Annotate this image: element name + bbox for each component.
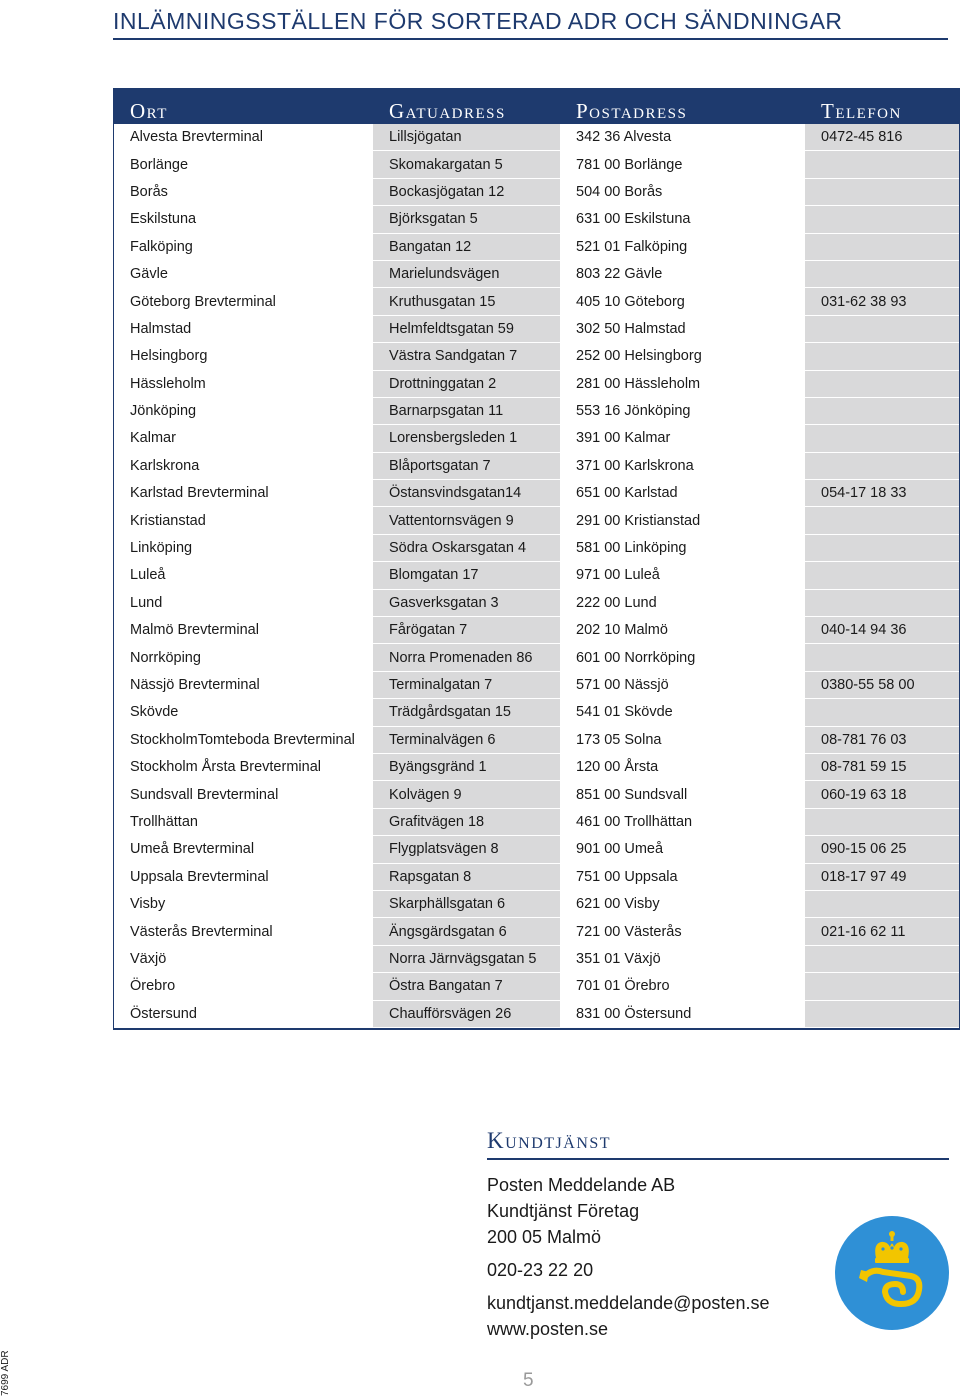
cell-ort: Västerås Brevterminal xyxy=(114,918,373,945)
cell-telefon xyxy=(805,644,959,671)
cell-gatuadress: Chaufförsvägen 26 xyxy=(373,1000,560,1027)
table-row xyxy=(114,315,959,342)
cell-gatuadress: Ängsgärdsgatan 6 xyxy=(373,918,560,945)
cell-ort: Borlänge xyxy=(114,151,373,178)
cell-postadress: 405 10 Göteborg xyxy=(560,288,805,315)
cell-gatuadress: Skarphällsgatan 6 xyxy=(373,890,560,917)
cell-postadress: 651 00 Karlstad xyxy=(560,480,805,507)
customer-service-title: Kundtjänst xyxy=(487,1128,949,1160)
postal-address: 200 05 Malmö xyxy=(487,1227,602,1247)
header-postadress: Postadress xyxy=(576,99,688,123)
cell-ort: Trollhättan xyxy=(114,808,373,835)
cell-ort: Växjö xyxy=(114,945,373,972)
table-row xyxy=(114,863,959,890)
cell-ort: Helsingborg xyxy=(114,343,373,370)
cell-gatuadress: Trädgårdsgatan 15 xyxy=(373,699,560,726)
table-row xyxy=(114,425,959,452)
title-divider xyxy=(113,38,948,40)
cell-ort: Malmö Brevterminal xyxy=(114,617,373,644)
table-row xyxy=(114,836,959,863)
cell-telefon xyxy=(805,233,959,260)
table-row xyxy=(114,260,959,287)
cell-gatuadress: Terminalvägen 6 xyxy=(373,726,560,753)
table-row xyxy=(114,151,959,178)
header-telefon: Telefon xyxy=(821,99,902,123)
cell-postadress: 721 00 Västerås xyxy=(560,918,805,945)
header-ort: Ort xyxy=(130,99,168,123)
cell-gatuadress: Norra Promenaden 86 xyxy=(373,644,560,671)
cell-telefon xyxy=(805,507,959,534)
cell-postadress: 521 01 Falköping xyxy=(560,233,805,260)
cell-ort: Östersund xyxy=(114,1000,373,1027)
cell-postadress: 222 00 Lund xyxy=(560,589,805,616)
document-code: 7699 ADR xyxy=(0,1350,11,1396)
cell-postadress: 461 00 Trollhättan xyxy=(560,808,805,835)
cell-gatuadress: Björksgatan 5 xyxy=(373,206,560,233)
header-gatuadress: Gatuadress xyxy=(389,99,506,123)
cell-telefon: 040-14 94 36 xyxy=(805,617,959,644)
cell-gatuadress: Barnarpsgatan 11 xyxy=(373,397,560,424)
cell-gatuadress: Grafitvägen 18 xyxy=(373,808,560,835)
cell-gatuadress: Skomakargatan 5 xyxy=(373,151,560,178)
drop-off-table xyxy=(113,88,960,1030)
cell-gatuadress: Flygplatsvägen 8 xyxy=(373,836,560,863)
cell-telefon: 018-17 97 49 xyxy=(805,863,959,890)
cell-postadress: 751 00 Uppsala xyxy=(560,863,805,890)
cell-postadress: 781 00 Borlänge xyxy=(560,151,805,178)
cell-telefon: 0380-55 58 00 xyxy=(805,671,959,698)
cell-telefon: 090-15 06 25 xyxy=(805,836,959,863)
cell-ort: Norrköping xyxy=(114,644,373,671)
cell-gatuadress: Drottninggatan 2 xyxy=(373,370,560,397)
cell-telefon xyxy=(805,452,959,479)
cell-gatuadress: Blomgatan 17 xyxy=(373,562,560,589)
cell-ort: Göteborg Brevterminal xyxy=(114,288,373,315)
table-row xyxy=(114,1000,959,1027)
cell-gatuadress: Kruthusgatan 15 xyxy=(373,288,560,315)
cell-gatuadress: Södra Oskarsgatan 4 xyxy=(373,534,560,561)
table-row xyxy=(114,206,959,233)
table-row xyxy=(114,617,959,644)
cell-postadress: 581 00 Linköping xyxy=(560,534,805,561)
website-link: www.posten.se xyxy=(487,1319,609,1339)
cell-telefon xyxy=(805,589,959,616)
table-row xyxy=(114,480,959,507)
table-row xyxy=(114,781,959,808)
cell-postadress: 803 22 Gävle xyxy=(560,260,805,287)
cell-ort: Halmstad xyxy=(114,315,373,342)
cell-ort: Umeå Brevterminal xyxy=(114,836,373,863)
table-row xyxy=(114,890,959,917)
cell-postadress: 120 00 Årsta xyxy=(560,753,805,780)
cell-telefon xyxy=(805,343,959,370)
table-row xyxy=(114,699,959,726)
cell-gatuadress: Östansvindsgatan14 xyxy=(373,480,560,507)
cell-gatuadress: Västra Sandgatan 7 xyxy=(373,343,560,370)
table-row xyxy=(114,973,959,1000)
cell-gatuadress: Gasverksgatan 3 xyxy=(373,589,560,616)
page-title: INLÄMNINGSSTÄLLEN FÖR SORTERAD ADR OCH SÄNDNINGAR xyxy=(113,8,843,34)
cell-ort: Örebro xyxy=(114,973,373,1000)
cell-ort: Uppsala Brevterminal xyxy=(114,863,373,890)
cell-ort: Luleå xyxy=(114,562,373,589)
cell-postadress: 391 00 Kalmar xyxy=(560,425,805,452)
cell-postadress: 701 01 Örebro xyxy=(560,973,805,1000)
table-row xyxy=(114,753,959,780)
table-row xyxy=(114,233,959,260)
cell-telefon xyxy=(805,151,959,178)
table-row xyxy=(114,288,959,315)
cell-ort: Visby xyxy=(114,890,373,917)
table-row xyxy=(114,507,959,534)
cell-postadress: 553 16 Jönköping xyxy=(560,397,805,424)
cell-gatuadress: Bangatan 12 xyxy=(373,233,560,260)
table-row xyxy=(114,589,959,616)
cell-telefon xyxy=(805,534,959,561)
cell-ort: Borås xyxy=(114,178,373,205)
cell-postadress: 971 00 Luleå xyxy=(560,562,805,589)
cell-gatuadress: Vattentornsvägen 9 xyxy=(373,507,560,534)
page-number: 5 xyxy=(523,1370,534,1391)
cell-gatuadress: Marielundsvägen xyxy=(373,260,560,287)
cell-ort: Alvesta Brevterminal xyxy=(114,124,373,151)
table-row xyxy=(114,562,959,589)
cell-postadress: 901 00 Umeå xyxy=(560,836,805,863)
table-row xyxy=(114,343,959,370)
cell-telefon: 031-62 38 93 xyxy=(805,288,959,315)
cell-postadress: 541 01 Skövde xyxy=(560,699,805,726)
cell-gatuadress: Terminalgatan 7 xyxy=(373,671,560,698)
cell-ort: StockholmTomteboda Brevterminal xyxy=(114,726,373,753)
cell-gatuadress: Helmfeldtsgatan 59 xyxy=(373,315,560,342)
cell-ort: Jönköping xyxy=(114,397,373,424)
cell-postadress: 291 00 Kristianstad xyxy=(560,507,805,534)
cell-ort: Karlskrona xyxy=(114,452,373,479)
cell-gatuadress: Blåportsgatan 7 xyxy=(373,452,560,479)
table-row xyxy=(114,534,959,561)
cell-ort: Kristianstad xyxy=(114,507,373,534)
cell-telefon: 08-781 59 15 xyxy=(805,753,959,780)
cell-gatuadress: Rapsgatan 8 xyxy=(373,863,560,890)
cell-telefon: 021-16 62 11 xyxy=(805,918,959,945)
cell-ort: Falköping xyxy=(114,233,373,260)
cell-telefon: 054-17 18 33 xyxy=(805,480,959,507)
cell-postadress: 202 10 Malmö xyxy=(560,617,805,644)
table-row xyxy=(114,124,959,151)
cell-postadress: 831 00 Östersund xyxy=(560,1000,805,1027)
table-header-row xyxy=(114,88,959,124)
cell-telefon: 0472-45 816 xyxy=(805,124,959,151)
cell-telefon xyxy=(805,890,959,917)
cell-ort: Linköping xyxy=(114,534,373,561)
phone-number: 020-23 22 20 xyxy=(487,1260,594,1280)
cell-ort: Hässleholm xyxy=(114,370,373,397)
cell-gatuadress: Byängsgränd 1 xyxy=(373,753,560,780)
cell-gatuadress: Lorensbergsleden 1 xyxy=(373,425,560,452)
cell-telefon xyxy=(805,370,959,397)
cell-postadress: 281 00 Hässleholm xyxy=(560,370,805,397)
cell-ort: Lund xyxy=(114,589,373,616)
table-row xyxy=(114,452,959,479)
table-body xyxy=(114,124,959,1027)
cell-postadress: 371 00 Karlskrona xyxy=(560,452,805,479)
cell-ort: Eskilstuna xyxy=(114,206,373,233)
table-row xyxy=(114,397,959,424)
department-name: Kundtjänst Företag xyxy=(487,1201,640,1221)
cell-ort: Sundsvall Brevterminal xyxy=(114,781,373,808)
cell-postadress: 173 05 Solna xyxy=(560,726,805,753)
cell-postadress: 621 00 Visby xyxy=(560,890,805,917)
cell-telefon xyxy=(805,699,959,726)
cell-telefon: 060-19 63 18 xyxy=(805,781,959,808)
cell-postadress: 351 01 Växjö xyxy=(560,945,805,972)
cell-telefon xyxy=(805,808,959,835)
cell-telefon xyxy=(805,206,959,233)
cell-ort: Stockholm Årsta Brevterminal xyxy=(114,753,373,780)
cell-postadress: 342 36 Alvesta xyxy=(560,124,805,151)
cell-telefon xyxy=(805,315,959,342)
cell-gatuadress: Östra Bangatan 7 xyxy=(373,973,560,1000)
cell-gatuadress: Fårögatan 7 xyxy=(373,617,560,644)
cell-telefon xyxy=(805,562,959,589)
email-address: kundtjanst.meddelande@posten.se xyxy=(487,1293,770,1313)
cell-gatuadress: Lillsjögatan xyxy=(373,124,560,151)
cell-telefon xyxy=(805,1000,959,1027)
table-row xyxy=(114,178,959,205)
cell-telefon xyxy=(805,178,959,205)
cell-postadress: 302 50 Halmstad xyxy=(560,315,805,342)
cell-telefon xyxy=(805,397,959,424)
cell-ort: Kalmar xyxy=(114,425,373,452)
cell-ort: Skövde xyxy=(114,699,373,726)
company-name: Posten Meddelande AB xyxy=(487,1175,676,1195)
cell-telefon xyxy=(805,425,959,452)
cell-ort: Karlstad Brevterminal xyxy=(114,480,373,507)
cell-telefon xyxy=(805,260,959,287)
cell-telefon xyxy=(805,945,959,972)
table-row xyxy=(114,945,959,972)
table-row xyxy=(114,644,959,671)
posten-logo-icon xyxy=(835,1216,949,1330)
cell-postadress: 252 00 Helsingborg xyxy=(560,343,805,370)
cell-postadress: 631 00 Eskilstuna xyxy=(560,206,805,233)
cell-gatuadress: Bockasjögatan 12 xyxy=(373,178,560,205)
table-row xyxy=(114,808,959,835)
cell-telefon xyxy=(805,973,959,1000)
cell-gatuadress: Norra Järnvägsgatan 5 xyxy=(373,945,560,972)
table-row xyxy=(114,726,959,753)
table-row xyxy=(114,370,959,397)
table-row xyxy=(114,918,959,945)
cell-ort: Nässjö Brevterminal xyxy=(114,671,373,698)
cell-ort: Gävle xyxy=(114,260,373,287)
table-row xyxy=(114,671,959,698)
cell-postadress: 504 00 Borås xyxy=(560,178,805,205)
cell-postadress: 571 00 Nässjö xyxy=(560,671,805,698)
cell-telefon: 08-781 76 03 xyxy=(805,726,959,753)
cell-postadress: 851 00 Sundsvall xyxy=(560,781,805,808)
cell-gatuadress: Kolvägen 9 xyxy=(373,781,560,808)
cell-postadress: 601 00 Norrköping xyxy=(560,644,805,671)
